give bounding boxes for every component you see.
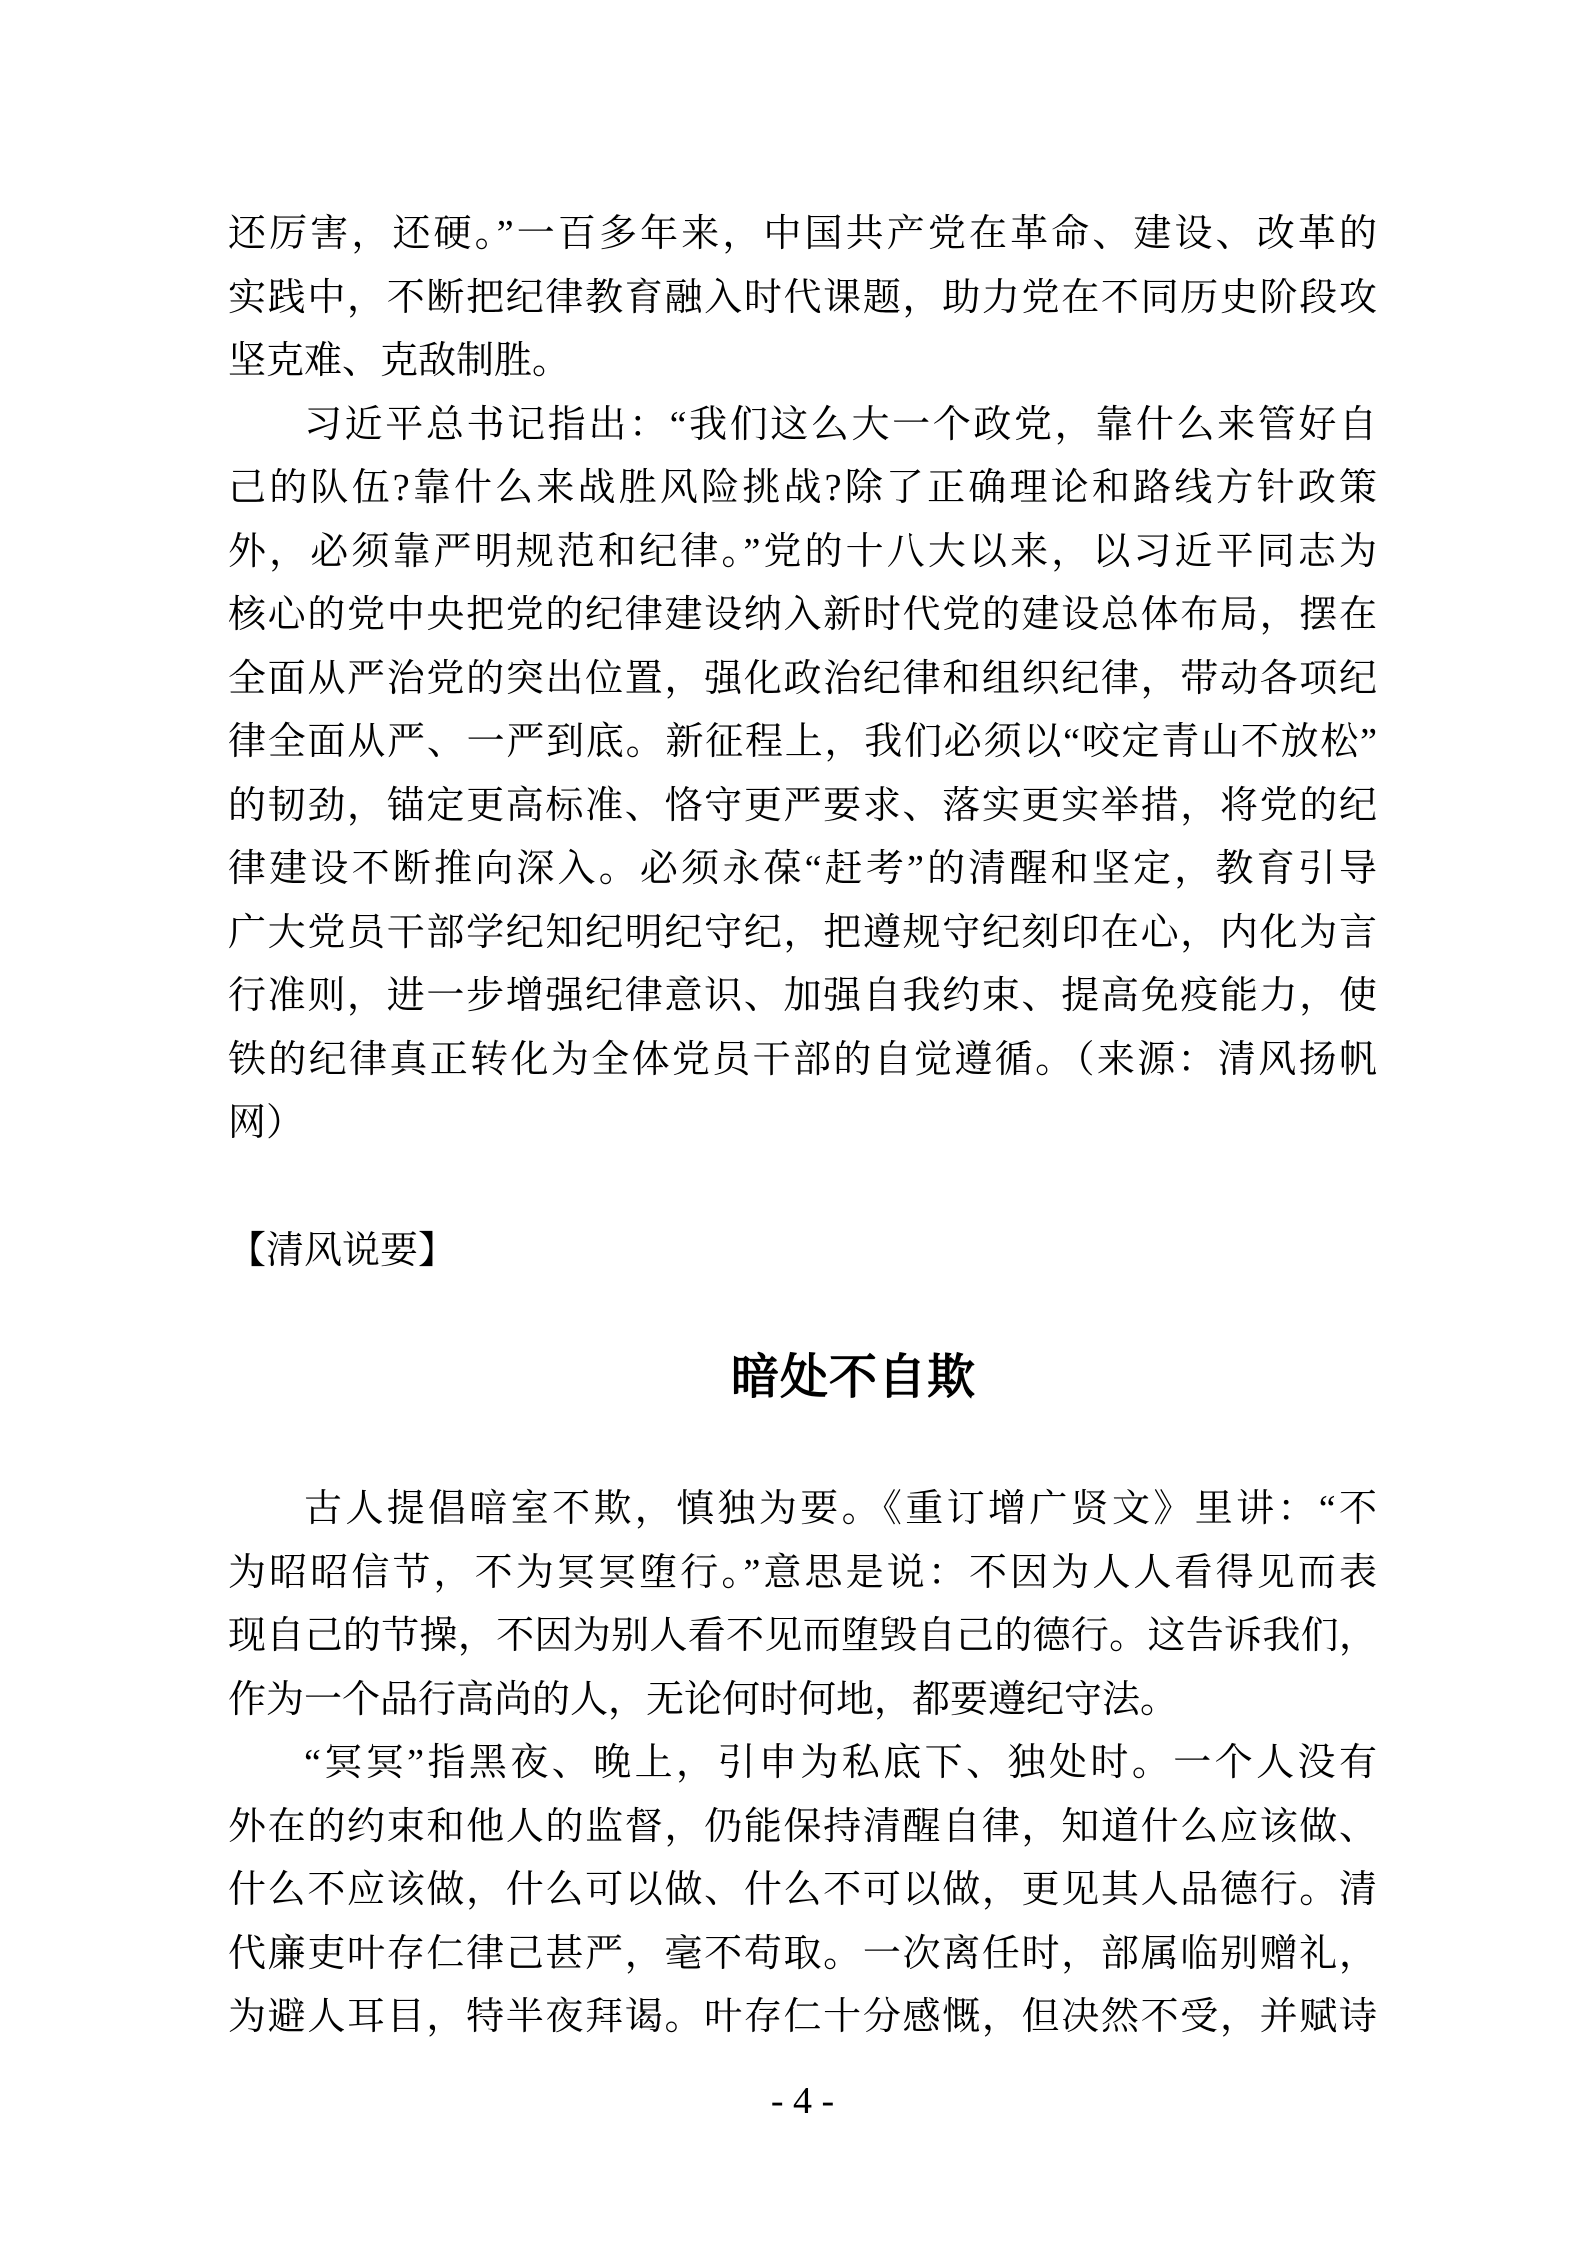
body-text-block-lower [228,1478,1377,2050]
text-line: 的韧劲，锚定更高标准、恪守更严要求、落实更实举措，将党的纪 [228,784,1377,827]
text-line: 网） [228,1102,305,1144]
text-line: 什么不应该做，什么可以做、什么不可以做，更见其人品德行。清 [228,1869,1377,1911]
text-line: 核心的党中央把党的纪律建设纳入新时代党的建设总体布局，摆在 [228,594,1377,636]
text-line: 还厉害，还硬。”一百多年来，中国共产党在革命、建设、改革的 [228,213,1377,255]
article-title-wrap [228,1343,1377,1424]
text-line: 己的队伍?靠什么来战胜风险挑战?除了正确理论和路线方针政策 [228,467,1377,509]
text-line: “冥冥”指黑夜、晚上，引申为私底下、独处时。一个人没有 [304,1742,1377,1784]
text-line: 代廉吏叶存仁律己甚严，毫不苟取。一次离任时，部属临别赠礼， [228,1932,1377,1975]
text-line: 铁的纪律真正转化为全体党员干部的自觉遵循。（来源：清风扬帆 [228,1038,1377,1081]
section-heading: 【清风说要】 [228,1230,457,1272]
text-line: 坚克难、克敌制胜。 [228,340,571,382]
text-line: 现自己的节操，不因为别人看不见而堕毁自己的德行。这告诉我们， [228,1615,1377,1657]
text-line: 律建设不断推向深入。必须永葆“赶考”的清醒和坚定，教育引导 [228,848,1377,890]
text-line: 古人提倡暗室不欺，慎独为要。《重订增广贤文》里讲：“不 [304,1488,1377,1530]
text-line: 外，必须靠严明规范和纪律。”党的十八大以来，以习近平同志为 [228,530,1377,573]
text-line: 实践中，不断把纪律教育融入时代课题，助力党在不同历史阶段攻 [228,276,1377,319]
text-line: 为昭昭信节，不为冥冥堕行。”意思是说：不因为人人看得见而表 [228,1551,1377,1594]
text-line: 广大党员干部学纪知纪明纪守纪，把遵规守纪刻印在心，内化为言 [228,911,1377,954]
body-text-block-upper [228,203,1377,1156]
text-line: 作为一个品行高尚的人，无论何时何地，都要遵纪守法。 [228,1678,1179,1721]
text-line: 律全面从严、一严到底。新征程上，我们必须以“咬定青山不放松” [228,721,1377,763]
page-number: - 4 - [770,2080,835,2122]
text-line: 外在的约束和他人的监督，仍能保持清醒自律，知道什么应该做、 [228,1805,1377,1848]
text-line: 全面从严治党的突出位置，强化政治纪律和组织纪律，带动各项纪 [228,657,1377,700]
text-line: 习近平总书记指出：“我们这么大一个政党，靠什么来管好自 [304,403,1377,446]
article-title: 暗处不自欺 [730,1351,976,1404]
text-line: 行准则，进一步增强纪律意识、加强自我约束、提高免疫能力，使 [228,975,1377,1017]
text-line: 为避人耳目，特半夜拜谒。叶存仁十分感慨，但决然不受，并赋诗 [228,1996,1377,2038]
